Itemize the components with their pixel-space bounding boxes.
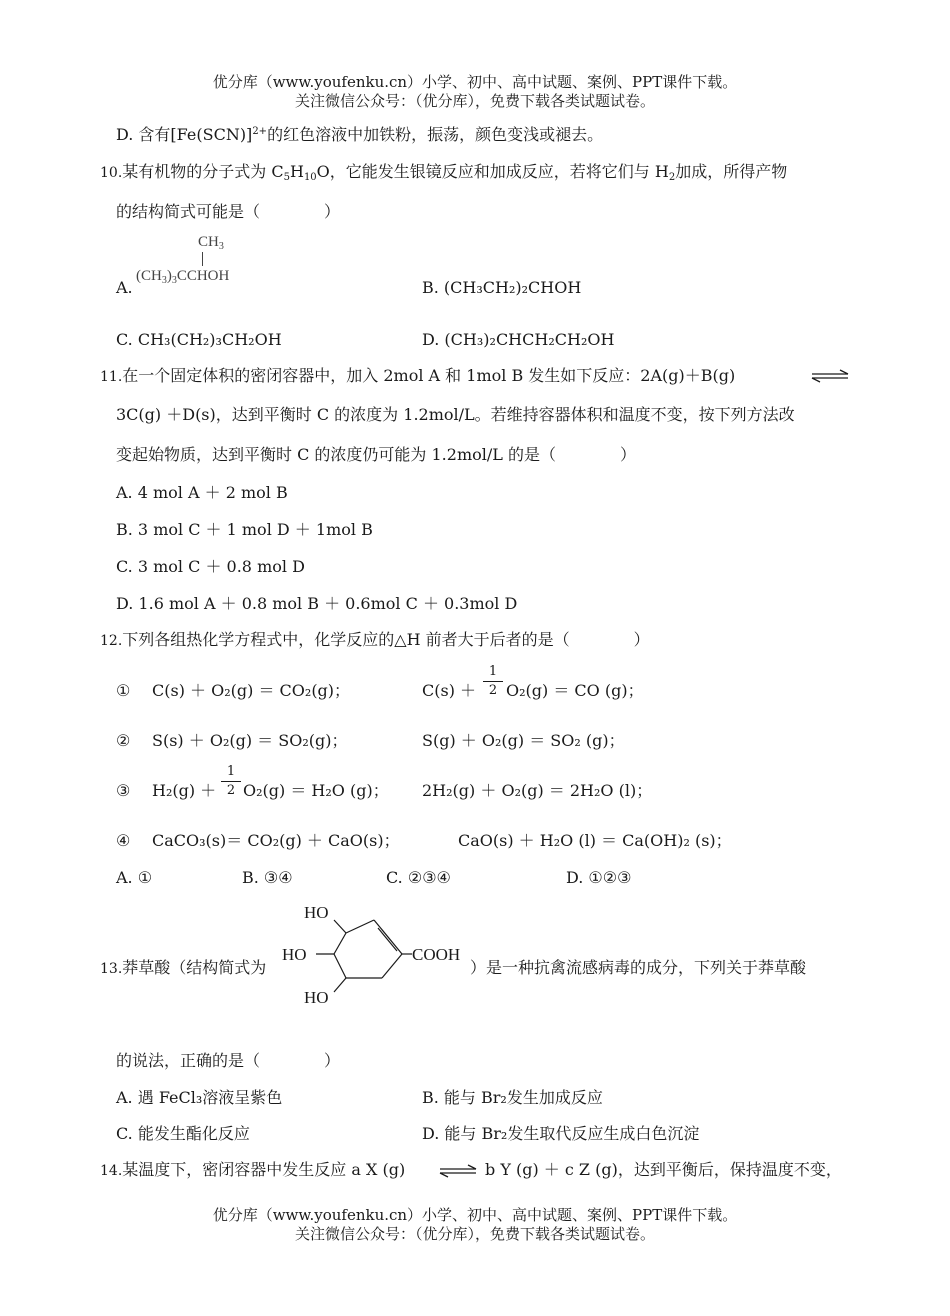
q10-option-b: B. (CH₃CH₂)₂CHOH xyxy=(422,278,582,297)
q13-option-b: B. 能与 Br₂发生加成反应 xyxy=(422,1088,603,1107)
fraction-numerator: 1 xyxy=(488,664,498,679)
q12-row3-left-b: O₂(g) ＝ H₂O (g)； xyxy=(243,781,389,800)
hydroxyl-label: HO xyxy=(304,903,329,922)
q11-option-d: D. 1.6 mol A ＋ 0.8 mol B ＋ 0.6mol C ＋ 0.3mol D xyxy=(116,594,518,613)
q10-option-d: D. (CH₃)₂CHCH₂CH₂OH xyxy=(422,330,615,349)
fraction-denominator: 2 xyxy=(488,683,498,698)
q10-stem-line2: 的结构简式可能是（ ） xyxy=(116,202,341,221)
q12-row2-right: S(g) ＋ O₂(g) ＝ SO₂ (g)； xyxy=(422,731,625,750)
page-footer xyxy=(0,1206,950,1244)
q12-row1-right-a: C(s) ＋ xyxy=(422,681,477,700)
q12-row2-left: S(s) ＋ O₂(g) ＝ SO₂(g)； xyxy=(152,731,348,750)
q12-stem: 12.下列各组热化学方程式中，化学反应的△H 前者大于后者的是（ ） xyxy=(100,630,650,649)
carboxyl-label: COOH xyxy=(412,945,461,964)
q12-row1-right-b: O₂(g) ＝ CO (g)； xyxy=(506,681,644,700)
q12-row1-left: C(s) ＋ O₂(g) ＝ CO₂(g)； xyxy=(152,681,351,700)
q13-stem-line1-b: ）是一种抗禽流感病毒的成分，下列关于莽草酸 xyxy=(470,958,807,977)
fraction-bar xyxy=(483,681,503,682)
q12-row4-mark: ④ xyxy=(116,831,131,850)
header-line-1: 优分库（www.youfenku.cn）小学、初中、高中试题、案例、PPT课件下载。 xyxy=(212,73,738,91)
equilibrium-arrow-icon xyxy=(810,368,850,384)
page-header xyxy=(0,73,950,111)
hydroxyl-label: HO xyxy=(282,945,307,964)
q12-option-a: A. ① xyxy=(116,868,153,887)
q12-row1-mark: ① xyxy=(116,681,131,700)
q12-row2-mark: ② xyxy=(116,731,131,750)
q10-option-c: C. CH₃(CH₂)₃CH₂OH xyxy=(116,330,282,349)
q10-option-a-structure: $CH_3$ $(CH_3)_3CCHOH$ xyxy=(136,234,230,286)
q12-option-d: D. ①②③ xyxy=(566,868,632,887)
bond-line xyxy=(202,252,203,266)
q14-stem-a: 14.某温度下，密闭容器中发生反应 a X (g) xyxy=(100,1160,406,1179)
q9-option-d: D. 含有$[Fe(SCN)]^{2+}$的红色溶液中加铁粉，振荡，颜色变浅或褪去。 xyxy=(116,125,604,144)
q11-option-b: B. 3 mol C ＋ 1 mol D ＋ 1mol B xyxy=(116,520,373,539)
header-line-2: 关注微信公众号：（优分库），免费下载各类试题试卷。 xyxy=(294,92,655,110)
q11-option-c: C. 3 mol C ＋ 0.8 mol D xyxy=(116,557,305,576)
q11-stem-line3: 变起始物质，达到平衡时 C 的浓度仍可能为 1.2mol/L 的是（ ） xyxy=(116,445,636,464)
q11-stem-line2: 3C(g) ＋D(s)，达到平衡时 C 的浓度为 1.2mol/L。若维持容器体积和温度不变，按下列方法改 xyxy=(116,405,795,424)
question-number: 10. xyxy=(100,165,123,181)
q12-row3-right: 2H₂(g) ＋ O₂(g) ＝ 2H₂O (l)； xyxy=(422,781,653,800)
fraction-denominator: 2 xyxy=(226,783,236,798)
footer-line-2: 关注微信公众号：（优分库），免费下载各类试题试卷。 xyxy=(294,1225,655,1243)
q13-option-c: C. 能发生酯化反应 xyxy=(116,1124,250,1143)
q10-option-a-label: A. xyxy=(116,278,133,297)
fraction-bar xyxy=(221,781,241,782)
footer-line-1: 优分库（www.youfenku.cn）小学、初中、高中试题、案例、PPT课件下载。 xyxy=(212,1206,738,1224)
equilibrium-arrow-icon xyxy=(438,1163,478,1179)
question-number: 13. xyxy=(100,961,123,977)
q12-option-b: B. ③④ xyxy=(242,868,293,887)
q13-stem-line2: 的说法，正确的是（ ） xyxy=(116,1051,341,1070)
q12-row3-mark: ③ xyxy=(116,781,131,800)
q14-stem-b: b Y (g) ＋ c Z (g)，达到平衡后，保持温度不变， xyxy=(485,1160,842,1179)
question-number: 11. xyxy=(100,369,123,385)
shikimic-acid-structure xyxy=(282,898,477,1010)
q11-stem-line1: 11.在一个固定体积的密闭容器中，加入 2mol A 和 1mol B 发生如下反应：2A(g)＋B(g) xyxy=(100,366,736,385)
q11-option-a: A. 4 mol A ＋ 2 mol B xyxy=(116,483,288,502)
q12-row3-left-a: H₂(g) ＋ xyxy=(152,781,217,800)
hydroxyl-label: HO xyxy=(304,988,329,1007)
fraction-numerator: 1 xyxy=(226,764,236,779)
q12-row4-right: CaO(s) ＋ H₂O (l) ＝ Ca(OH)₂ (s)； xyxy=(458,831,732,850)
q13-option-a: A. 遇 FeCl₃溶液呈紫色 xyxy=(116,1088,283,1107)
q12-option-c: C. ②③④ xyxy=(386,868,451,887)
q13-option-d: D. 能与 Br₂发生取代反应生成白色沉淀 xyxy=(422,1124,700,1143)
q13-stem-line1-a: 13.莽草酸（结构简式为 xyxy=(100,958,267,977)
question-number: 12. xyxy=(100,633,123,649)
q12-row4-left: CaCO₃(s)＝ CO₂(g) ＋ CaO(s)； xyxy=(152,831,400,850)
question-number: 14. xyxy=(100,1163,123,1179)
q10-stem-line1: 10.某有机物的分子式为 $C_5H_{10}O$，它能发生银镜反应和加成反应，若将它们与 $H_2$加成，所得产物 xyxy=(100,162,788,183)
